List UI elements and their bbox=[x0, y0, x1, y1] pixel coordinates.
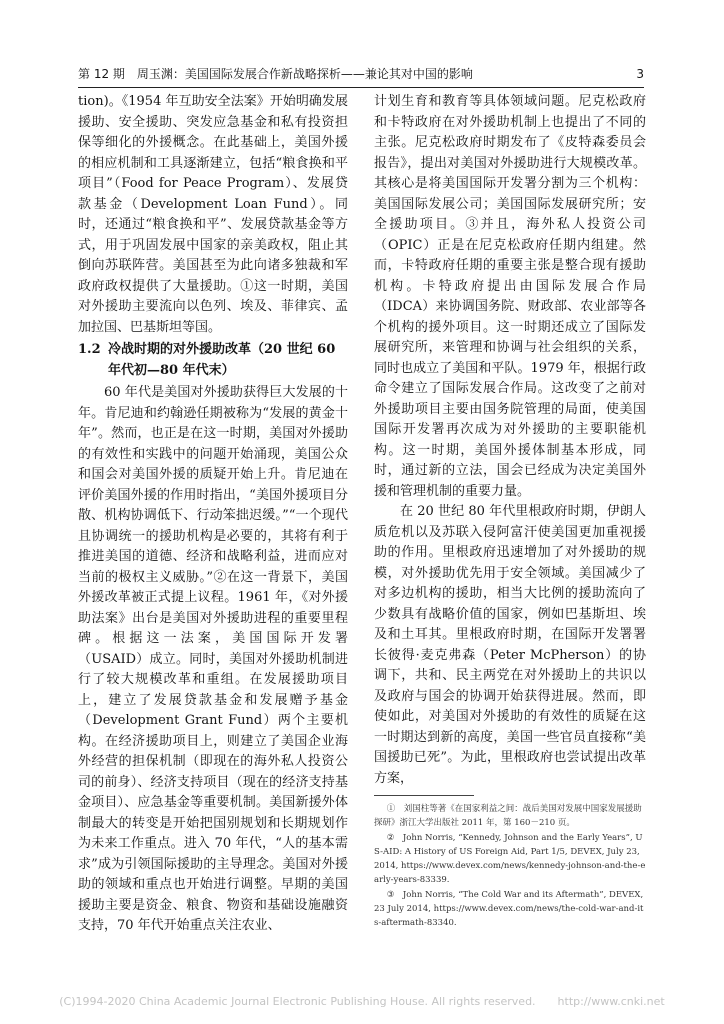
header-rule bbox=[78, 87, 644, 88]
section-title: 冷战时期的对外援助改革（20 世纪 60 年代初—80 年代末） bbox=[108, 342, 336, 378]
footnote: ① 刘国柱等著《在国家利益之间：战后美国对发展中国家发展援助探研》浙江大学出版社 2011 年，第 160－210 页。 bbox=[374, 804, 642, 828]
footnote-rule bbox=[374, 795, 474, 796]
running-header bbox=[78, 64, 644, 84]
footnote: ③ John Norris, “The Cold War and its Aftermath”, DEVEX, 23 July 2014, https://www.devex.com/news/the-cold-war-and-its-aftermath-83340. bbox=[374, 890, 644, 928]
footnotes bbox=[374, 802, 646, 931]
page-number: 3 bbox=[636, 67, 644, 81]
section-number: 1.2 bbox=[78, 342, 101, 357]
paragraph: 在 20 世纪 80 年代里根政府时期，伊朗人质危机以及苏联入侵阿富汗使美国更加重视援助的作用。里根政府迅速增加了对外援助的规模，对外援助优先用于安全领域。美国减少了对多边机构的援助，相当大比例的援助流向了少数具有战略价值的国家，例如巴基斯坦、埃及和土耳其。里根政府时期，在国际开发署署长彼得·麦克弗森（Peter McPherson）的协调下，共和、民主两党在对外援助上的共识以及政府与国会的协调开始获得进展。然而，即使如此，对美国对外援助的有效性的质疑在这一时期达到新的高度，美国一些官员直接称“美国援助已死”。为此，里根政府也尝试提出改革方案， bbox=[374, 504, 646, 786]
left-column bbox=[78, 92, 348, 937]
footnote: ② John Norris, “Kennedy, Johnson and the Early Years”, US-AID: A History of US Foreign Aid, Part 1/5, DEVEX, July 23, 2014, https://www.devex.com/news/kennedy-johnson-and-the-early-years-83339. bbox=[374, 833, 646, 885]
paragraph: 计划生育和教育等具体领域问题。尼克松政府和卡特政府在对外援助机制上也提出了不同的主张。尼克松政府时期发布了《皮特森委员会报告》，提出对美国对外援助进行大规模改革。其核心是将美国国际开发署分割为三个机构：美国国际发展公司；美国国际发展研究所；安全援助项目。③并且，海外私人投资公司（OPIC）正是在尼克松政府任期内组建。然而，卡特政府任期的重要主张是整合现有援助机构。卡特政府提出由国际发展合作局（IDCA）来协调国务院、财政部、农业部等各个机构的援外项目。这一时期还成立了国际发展研究所，来管理和协调与社会组织的关系，同时也成立了美国和平队。1979 年，根据行政命令建立了国际发展合作局。这改变了之前对外援助项目主要由国务院管理的局面，使美国国际开发署再次成为对外援助的主要职能机构。这一时期，美国外援体制基本形成，同时，通过新的立法，国会已经成为决定美国外援和管理机制的重要力量。 bbox=[374, 94, 646, 499]
paragraph: 60 年代是美国对外援助获得巨大发展的十年。肯尼迪和约翰逊任期被称为“发展的黄金十年”。然而，也正是在这一时期，美国对外援助的有效性和实践中的问题开始涌现，美国公众和国会对美国外援的质疑开始上升。肯尼迪在评价美国外援的作用时指出，“美国外援项目分散、机构协调低下、行动笨拙迟缓。”“一个现代且协调统一的援助机构是必要的，其将有利于推进美国的道德、经济和战略利益，进而应对当前的极权主义威胁。”②在这一背景下，美国外援改革被正式提上议程。1961 年，《对外援助法案》出台是美国对外援助进程的重要里程碑。根据这一法案，美国国际开发署（USAID）成立。同时，美国对外援助机制进行了较大规模改革和重组。在发展援助项目上，建立了发展贷款基金和发展赠予基金（Development Grant Fund）两个主要机构。在经济援助项目上，则建立了美国企业海外经营的担保机制（即现在的海外私人投资公司的前身）、经济支持项目（现在的经济支持基金项目）、应急基金等重要机制。美国新援外体制最大的转变是开始把国别规划和长期规划作为未来工作重点。进入 70 年代，“人的基本需求”成为引领国际援助的主导理念。美国对外援助的领域和重点也开始进行调整。早期的美国援助主要是资金、粮食、物资和基础设施融资支持，70 年代开始重点关注农业、 bbox=[78, 385, 348, 933]
header-title: 第 12 期 周玉渊：美国国际发展合作新战略探析——兼论其对中国的影响 bbox=[78, 67, 473, 81]
section-heading bbox=[78, 340, 348, 381]
right-column bbox=[374, 92, 646, 789]
paragraph: tion)。《1954 年互助安全法案》开始明确发展援助、安全援助、突发应急基金和私有投资担保等细化的外援概念。在此基础上，美国外援的相应机制和工具逐渐建立，包括“粮食换和平项目”（Food for Peace Program）、发展贷款基金（Development Loan Fund）。同时，还通过“粮食换和平”、发展贷款基金等方式，用于巩固发展中国家的亲美政权，阻止其倒向苏联阵营。美国甚至为此向诸多独裁和军政府政权提供了大量援助。①这一时期，美国对外援助主要流向以色列、埃及、菲律宾、孟加拉国、巴基斯坦等国。 bbox=[78, 94, 348, 335]
copyright-footer: (C)1994-2020 China Academic Journal Electronic Publishing House. All rights reserved. http://www.cnki.net bbox=[59, 995, 665, 1008]
